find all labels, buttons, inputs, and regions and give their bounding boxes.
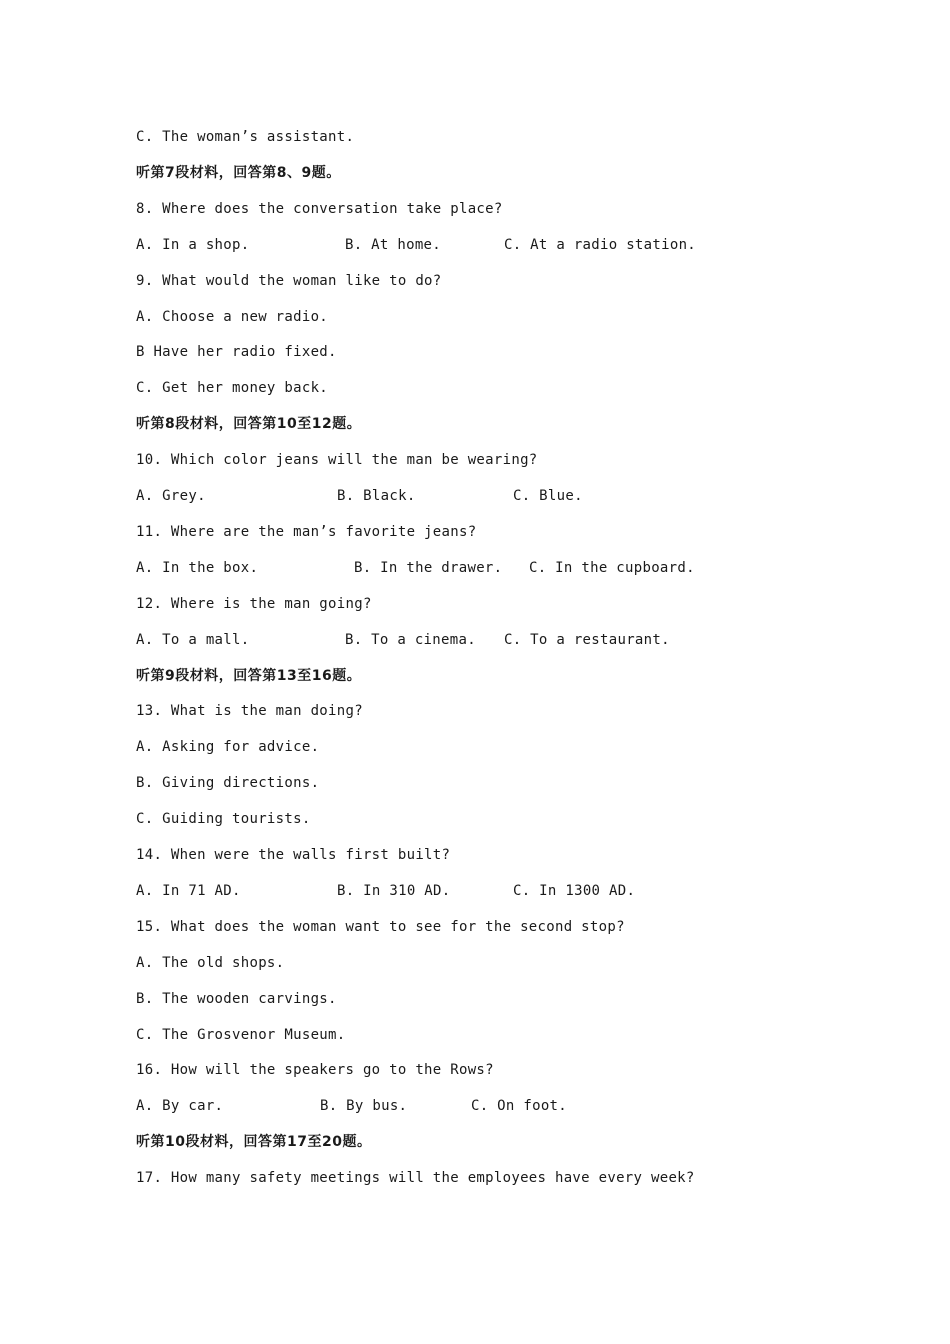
answer-option: C. Blue. <box>513 488 583 504</box>
question-line: 17. How many safety meetings will the employees have every week? <box>136 1170 695 1187</box>
question-line: A. The old shops. <box>136 954 285 971</box>
answer-option: A. To a mall. <box>136 631 250 648</box>
answer-options-row <box>136 559 836 577</box>
answer-option: A. In the box. <box>136 559 259 576</box>
question-line: C. Get her money back. <box>136 380 329 397</box>
answer-option: B. At home. <box>345 236 442 253</box>
answer-option: C. To a restaurant. <box>504 631 670 648</box>
question-line: 13. What is the man doing? <box>136 703 363 720</box>
question-line: B Have her radio fixed. <box>136 344 337 361</box>
answer-option: B. Black. <box>337 488 416 504</box>
question-line: A. Choose a new radio. <box>136 308 329 325</box>
answer-option: B. To a cinema. <box>345 631 476 648</box>
answer-option: C. On foot. <box>471 1098 568 1115</box>
section-heading: 听第7段材料，回答第8、9题。 <box>136 164 341 181</box>
answer-options-row <box>136 1097 836 1115</box>
question-line: 9. What would the woman like to do? <box>136 272 442 289</box>
answer-option: C. In 1300 AD. <box>513 882 636 899</box>
question-line: 15. What does the woman want to see for the second stop? <box>136 918 625 935</box>
answer-option: C. At a radio station. <box>504 236 697 253</box>
answer-option: A. In a shop. <box>136 236 250 253</box>
question-line: A. Asking for advice. <box>136 739 320 756</box>
question-line: 11. Where are the man’s favorite jeans? <box>136 523 477 540</box>
question-line: C. The Grosvenor Museum. <box>136 1026 346 1043</box>
answer-options-row <box>136 236 836 254</box>
answer-option: B. In the drawer. <box>354 559 503 576</box>
question-line: 12. Where is the man going? <box>136 595 372 612</box>
question-line: 8. Where does the conversation take place? <box>136 200 503 217</box>
question-line: C. The woman’s assistant. <box>136 129 355 145</box>
section-heading: 听第9段材料，回答第13至16题。 <box>136 667 362 684</box>
question-line: 14. When were the walls first built? <box>136 847 451 863</box>
section-heading: 听第8段材料，回答第10至12题。 <box>136 416 362 433</box>
answer-option: A. By car. <box>136 1098 224 1115</box>
section-heading: 听第10段材料，回答第17至20题。 <box>136 1134 372 1151</box>
question-line: B. Giving directions. <box>136 775 320 792</box>
answer-option: A. In 71 AD. <box>136 882 241 899</box>
document-page <box>136 0 896 1344</box>
answer-options-row <box>136 882 836 900</box>
answer-option: B. By bus. <box>320 1098 408 1115</box>
question-line: 10. Which color jeans will the man be wearing? <box>136 452 538 469</box>
answer-option: C. In the cupboard. <box>529 559 695 576</box>
answer-options-row <box>136 487 836 505</box>
answer-option: B. In 310 AD. <box>337 882 451 899</box>
question-line: 16. How will the speakers go to the Rows? <box>136 1062 494 1079</box>
answer-options-row <box>136 631 836 649</box>
answer-option: A. Grey. <box>136 488 206 504</box>
question-line: B. The wooden carvings. <box>136 990 337 1007</box>
question-line: C. Guiding tourists. <box>136 811 311 828</box>
